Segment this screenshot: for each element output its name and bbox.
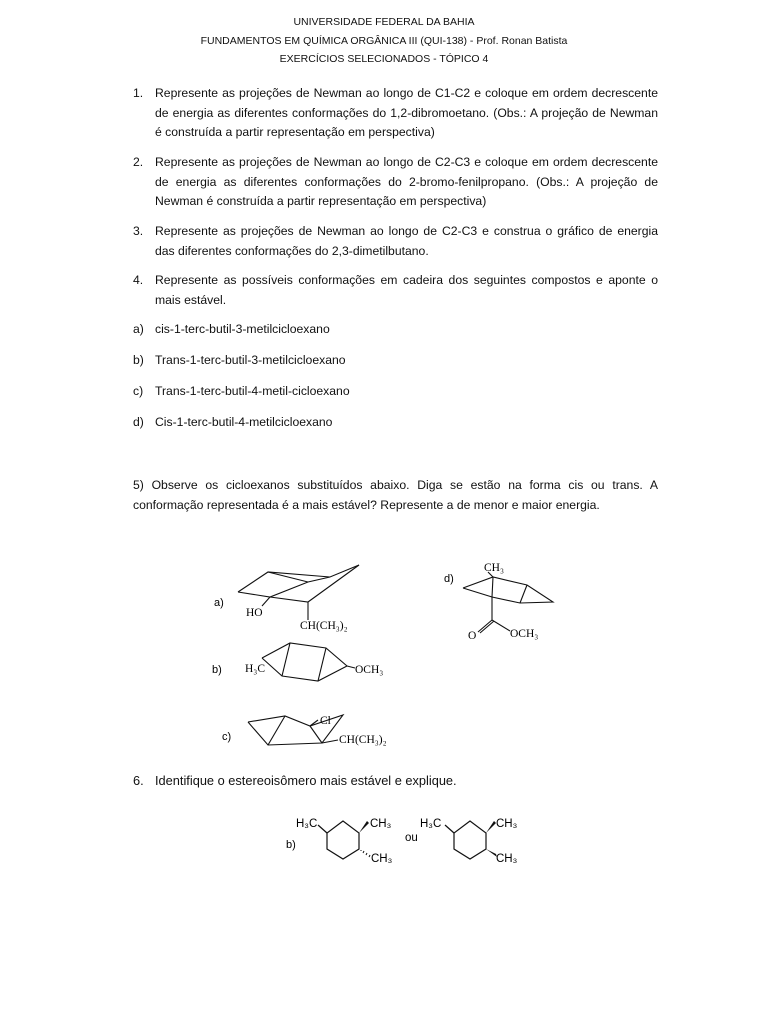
question-1 <box>133 84 658 143</box>
subitem-text: cis-1-terc-butil-3-metilcicloexano <box>155 322 330 336</box>
left-methyl-1: H₃C <box>296 818 318 830</box>
right-methyl-3: CH₃ <box>496 853 518 865</box>
question-2 <box>133 153 658 212</box>
cyclohexane-structures-q5 <box>0 540 768 770</box>
question-text: Represente as projeções de Newman ao longo de C1-C2 e coloque em ordem decrescente de energia as diferentes conformações do 1,2-dibromoetano. (Obs.: A projeção de Newman é construída a partir representação em perspectiva) <box>155 86 658 139</box>
question-number: 3. <box>133 224 144 238</box>
right-methyl-1: H₃C <box>420 818 442 830</box>
subitem-text: Cis-1-terc-butil-4-metilcicloexano <box>155 415 333 429</box>
subitem-text: Trans-1-terc-butil-3-metilcicloexano <box>155 353 346 367</box>
structure-c-chloro: Cl <box>320 715 331 727</box>
header-university: UNIVERSIDADE FEDERAL DA BAHIA <box>293 16 475 28</box>
question-text: Identifique o estereoisômero mais estável e explique. <box>155 773 457 788</box>
left-methyl-2: CH₃ <box>370 818 392 830</box>
subitem-text: Trans-1-terc-butil-4-metil-cicloexano <box>155 384 350 398</box>
structure-a-ho: HO <box>246 607 263 619</box>
structure-d-oxygen: O <box>468 630 477 642</box>
structure6-label: b) <box>286 839 296 851</box>
left-methyl-3: CH₃ <box>371 853 393 865</box>
structure-a-isopropyl: CH(CH₃)₂ <box>300 620 348 632</box>
structure-b-methoxy: OCH₃ <box>355 664 384 676</box>
header-topic: EXERCÍCIOS SELECIONADOS - TÓPICO 4 <box>279 53 489 65</box>
question-number: 6. <box>133 773 144 788</box>
subitem-letter: c) <box>133 384 144 398</box>
question-4 <box>133 271 658 310</box>
subitem-letter: d) <box>133 415 144 429</box>
question-text: Represente as projeções de Newman ao longo de C2-C3 e construa o gráfico de energia das diferentes conformações do 2,3-dimetilbutano. <box>155 224 658 258</box>
left-hash-bond <box>361 850 370 857</box>
question-text: Represente as possíveis conformações em cadeira dos seguintes compostos e aponte o mais estável. <box>155 273 658 307</box>
structure-d-chair <box>463 572 553 633</box>
left-cyclohexane <box>318 821 359 859</box>
question-3 <box>133 222 658 261</box>
or-text: ou <box>405 832 418 844</box>
subitem-letter: b) <box>133 353 144 367</box>
question-number: 2. <box>133 155 144 169</box>
structure-a-label: a) <box>214 597 224 609</box>
stereoisomer-structures-q6 <box>0 805 768 875</box>
question-number: 1. <box>133 86 144 100</box>
right-methyl-2: CH₃ <box>496 818 518 830</box>
question-number: 4. <box>133 273 144 287</box>
structure-d-label: d) <box>444 573 454 585</box>
structure-b-label: b) <box>212 664 222 676</box>
structure-b-chair <box>262 643 355 681</box>
structure-b-methyl: H₃C <box>245 663 265 675</box>
header-course: FUNDAMENTOS EM QUÍMICA ORGÂNICA III (QUI-138) - Prof. Ronan Batista <box>200 35 568 47</box>
structure-c-label: c) <box>222 731 232 743</box>
structure-d-methoxy: OCH₃ <box>510 628 539 640</box>
subitem-letter: a) <box>133 322 144 336</box>
left-wedge-bond <box>359 821 369 833</box>
structure-c-isopropyl: CH(CH₃)₂ <box>339 734 387 746</box>
right-wedge-bond-1 <box>486 821 496 833</box>
question-6 <box>133 773 457 788</box>
question-text: Represente as projeções de Newman ao longo de C2-C3 e coloque em ordem decrescente de energia as diferentes conformações do 2-bromo-fenilpropano. (Obs.: A projeção de Newman é construída a partir representação em perspectiva) <box>155 155 658 208</box>
question-5: 5) Observe os cicloexanos substituídos abaixo. Diga se estão na forma cis ou trans. A conformação representada é a mais estável? Represente a de menor e maior energia. <box>133 478 658 512</box>
structure-d-methyl: CH₃ <box>484 562 504 574</box>
right-cyclohexane <box>445 821 486 859</box>
